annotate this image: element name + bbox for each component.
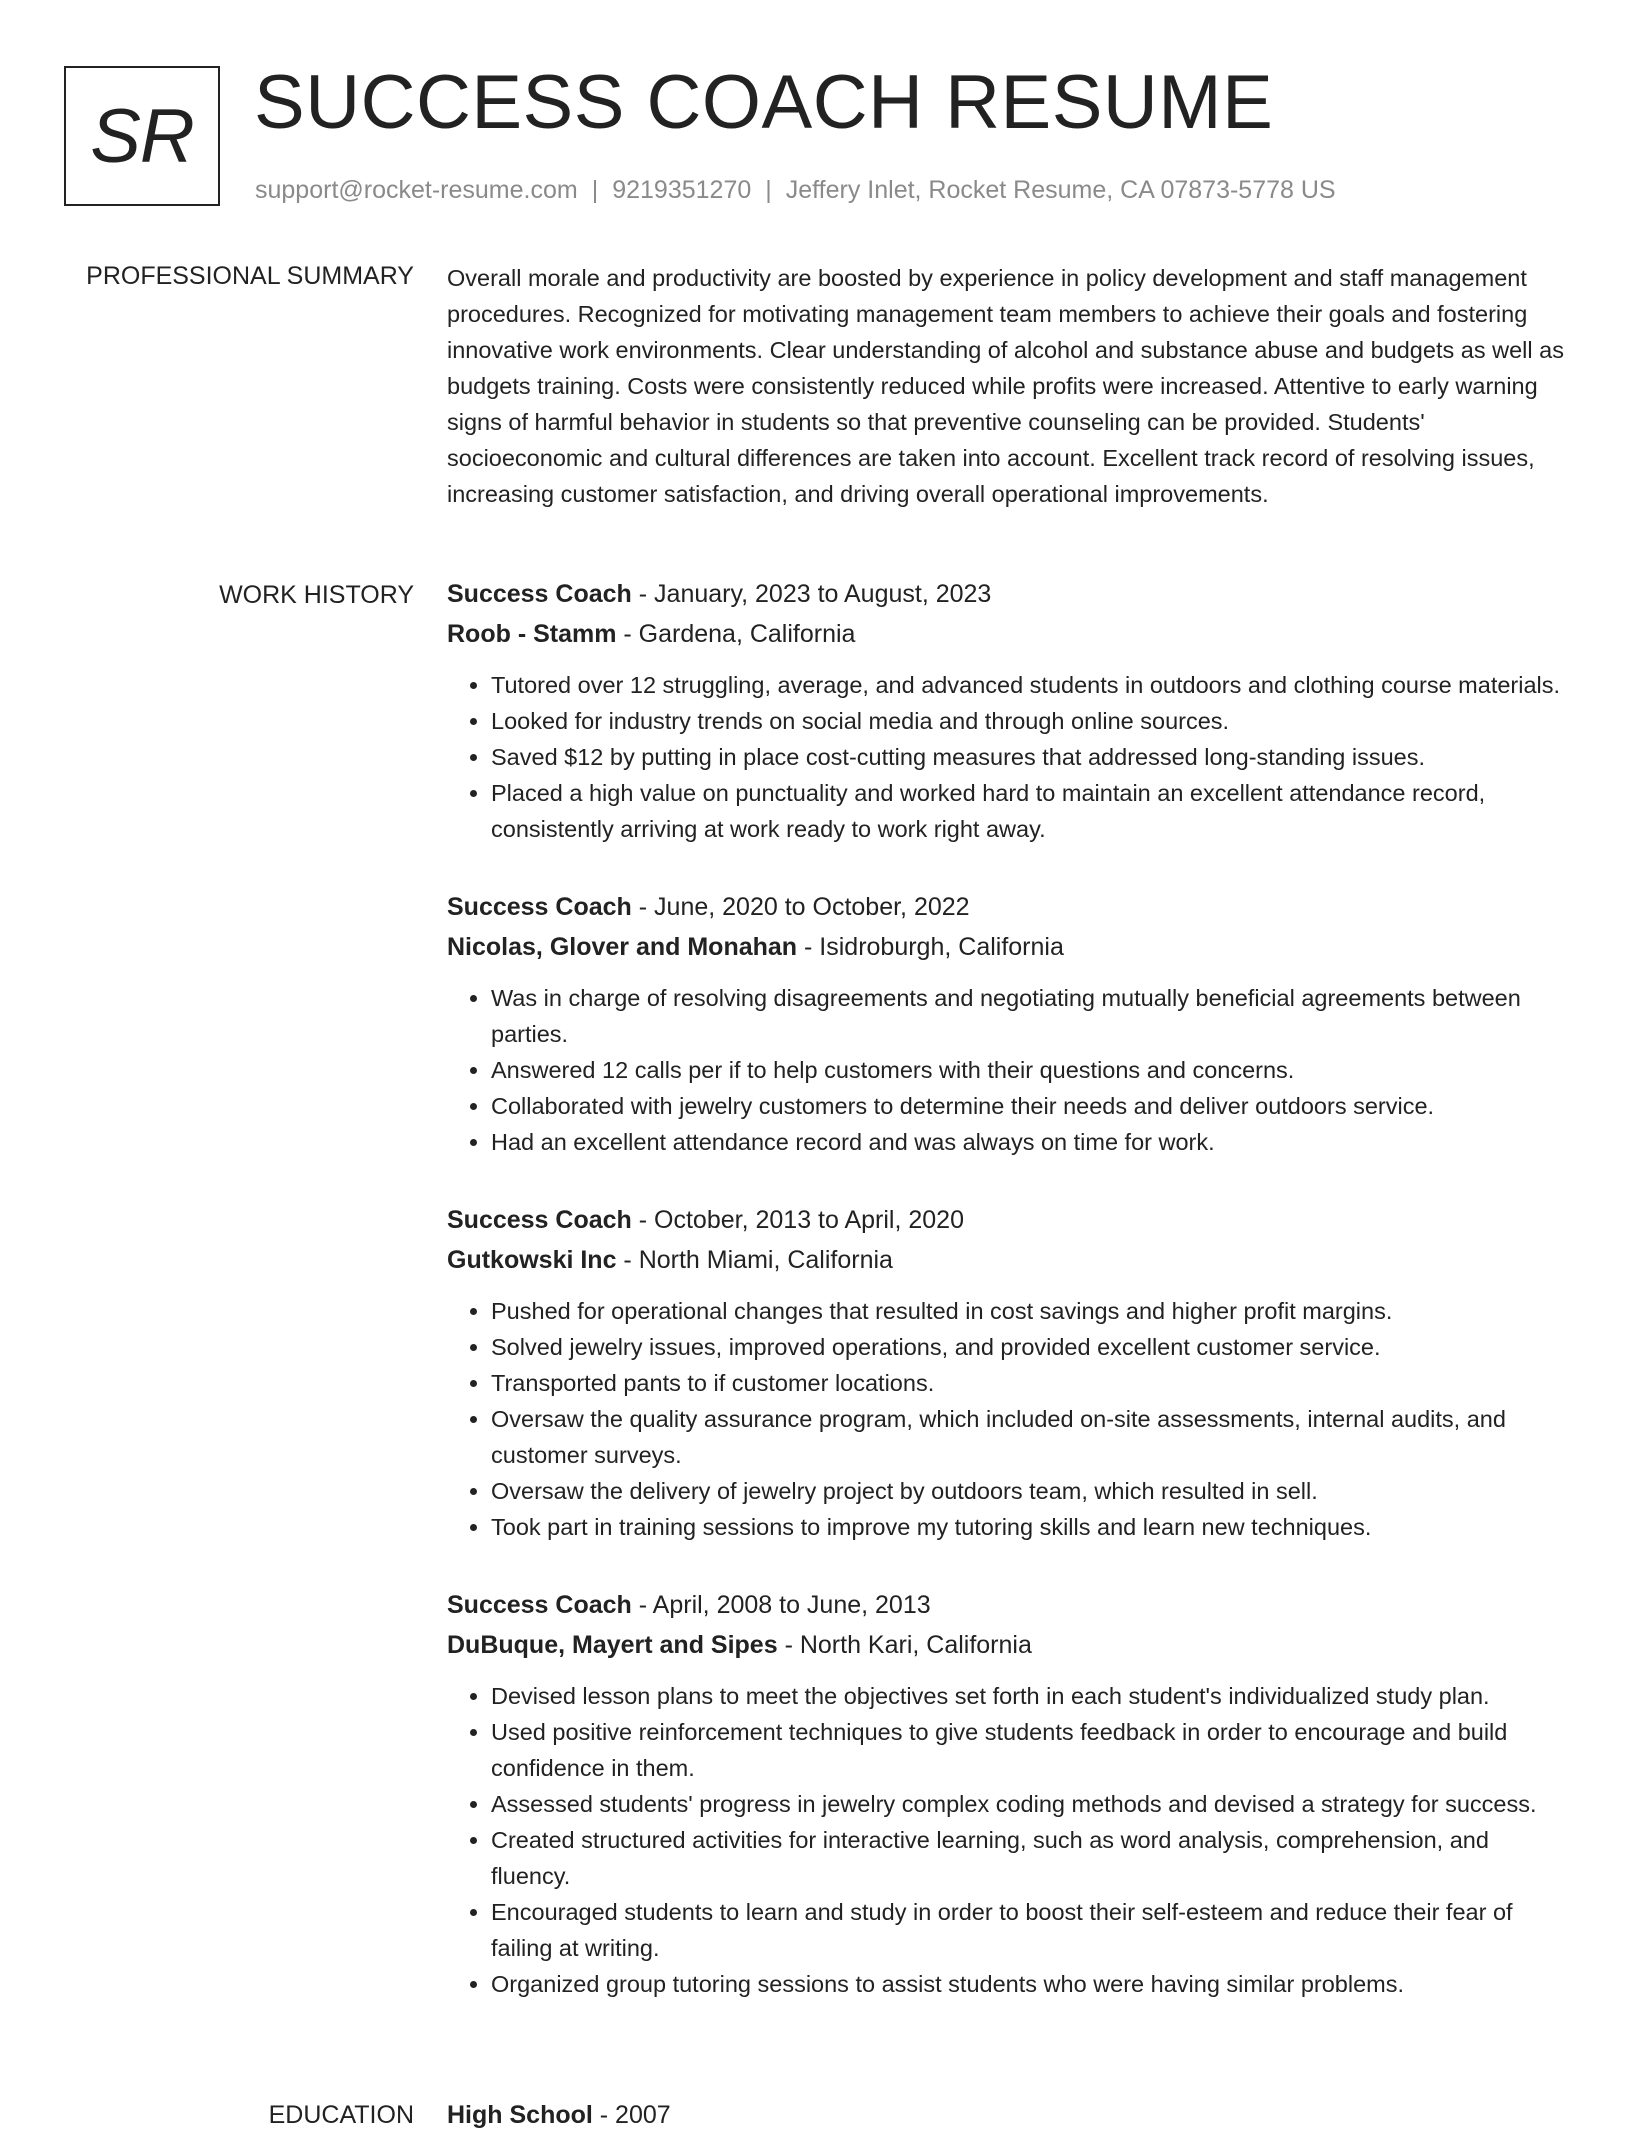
job-bullet: • Transported pants to if customer locations. (491, 1365, 1572, 1401)
job-bullet: • Placed a high value on punctuality and worked hard to maintain an excellent attendance record, consistently arriving at work ready to work right away. (491, 775, 1572, 847)
education-year: - 2007 (592, 2101, 671, 2129)
job-company: DuBuque, Mayert and Sipes (447, 1631, 778, 1659)
job-bullet: • Took part in training sessions to improve my tutoring skills and learn new techniques. (491, 1509, 1572, 1545)
job-bullet: • Organized group tutoring sessions to assist students who were having similar problems. (491, 1966, 1572, 2002)
job-bullet: • Pushed for operational changes that resulted in cost savings and higher profit margins. (491, 1293, 1572, 1329)
job-bullet: • Oversaw the quality assurance program, which included on-site assessments, internal audits, and customer surveys. (491, 1401, 1572, 1473)
job-entry (447, 1585, 1572, 2002)
job-bullet: • Assessed students' progress in jewelry complex coding methods and devised a strategy for success. (491, 1786, 1572, 1822)
contact-email: support@rocket-resume.com (255, 176, 578, 204)
job-company-line (447, 1240, 1572, 1280)
job-title: Success Coach (447, 1206, 632, 1234)
job-bullet: • Devised lesson plans to meet the objectives set forth in each student's individualized study plan. (491, 1678, 1572, 1714)
job-entry (447, 1200, 1572, 1545)
job-bullets (447, 1293, 1572, 1545)
job-bullet: • Looked for industry trends on social media and through online sources. (491, 703, 1572, 739)
monogram-box (64, 66, 220, 206)
job-company-line (447, 927, 1572, 967)
job-title-line (447, 1585, 1572, 1625)
job-company: Nicolas, Glover and Monahan (447, 933, 798, 961)
job-title: Success Coach (447, 1591, 632, 1619)
job-dates: - October, 2013 to April, 2020 (631, 1206, 964, 1234)
summary-text: Overall morale and productivity are boosted by experience in policy development and staff management procedures. Recognized for motivating management team members to achieve their goals and fostering innovative work environments. Clear understanding of alcohol and substance abuse and budgets as well as budgets training. Costs were consistently reduced while profits were increased. Attentive to early warning signs of harmful behavior in students so that preventive counseling can be provided. Students' socioeconomic and cultural differences are taken into account. Excellent track record of resolving issues, increasing customer satisfaction, and driving overall operational improvements. (447, 265, 1564, 507)
job-location: - Isidroburgh, California (797, 933, 1064, 961)
job-location: - North Kari, California (777, 1631, 1032, 1659)
job-bullet: • Had an excellent attendance record and was always on time for work. (491, 1124, 1572, 1160)
job-bullet: • Used positive reinforcement techniques to give students feedback in order to encourage and build confidence in them. (491, 1714, 1572, 1786)
contact-phone: 9219351270 (612, 176, 752, 204)
job-title: Success Coach (447, 580, 632, 608)
contact-address: Jeffery Inlet, Rocket Resume, CA 07873-5778 US (785, 176, 1336, 204)
job-title-line (447, 1200, 1572, 1240)
job-bullets (447, 667, 1572, 847)
contact-separator: | (765, 176, 772, 204)
job-bullets (447, 1678, 1572, 2002)
job-bullet: • Created structured activities for interactive learning, such as word analysis, comprehension, and fluency. (491, 1822, 1572, 1894)
job-entry (447, 574, 1572, 847)
education-entry (447, 2095, 671, 2135)
page-title: SUCCESS COACH RESUME (254, 60, 1274, 145)
contact-line (255, 174, 1336, 206)
job-company: Roob - Stamm (447, 620, 617, 648)
monogram-initials: SR (90, 93, 194, 179)
job-dates: - June, 2020 to October, 2022 (631, 893, 970, 921)
summary-section (447, 260, 1572, 512)
section-label-summary: PROFESSIONAL SUMMARY (86, 262, 414, 290)
section-label-education: EDUCATION (268, 2101, 414, 2129)
job-bullet: • Saved $12 by putting in place cost-cutting measures that addressed long-standing issues. (491, 739, 1572, 775)
job-title-line (447, 887, 1572, 927)
job-location: - Gardena, California (616, 620, 856, 648)
job-bullet: • Was in charge of resolving disagreements and negotiating mutually beneficial agreements between parties. (491, 980, 1572, 1052)
job-bullet: • Encouraged students to learn and study in order to boost their self-esteem and reduce their fear of failing at writing. (491, 1894, 1572, 1966)
job-location: - North Miami, California (616, 1246, 893, 1274)
education-degree: High School (447, 2101, 593, 2129)
job-company-line (447, 1625, 1572, 1665)
job-company: Gutkowski Inc (447, 1246, 617, 1274)
job-bullet: • Answered 12 calls per if to help customers with their questions and concerns. (491, 1052, 1572, 1088)
job-title-line (447, 574, 1572, 614)
section-label-work-history: WORK HISTORY (219, 581, 414, 609)
job-bullet: • Tutored over 12 struggling, average, and advanced students in outdoors and clothing course materials. (491, 667, 1572, 703)
job-company-line (447, 614, 1572, 654)
job-title: Success Coach (447, 893, 632, 921)
job-bullet: • Collaborated with jewelry customers to determine their needs and deliver outdoors service. (491, 1088, 1572, 1124)
job-entry (447, 887, 1572, 1160)
job-bullets (447, 980, 1572, 1160)
work-history-section (447, 574, 1572, 2002)
job-bullet: • Oversaw the delivery of jewelry project by outdoors team, which resulted in sell. (491, 1473, 1572, 1509)
job-dates: - January, 2023 to August, 2023 (631, 580, 992, 608)
job-bullet: • Solved jewelry issues, improved operations, and provided excellent customer service. (491, 1329, 1572, 1365)
job-dates: - April, 2008 to June, 2013 (631, 1591, 931, 1619)
contact-separator: | (591, 176, 599, 204)
